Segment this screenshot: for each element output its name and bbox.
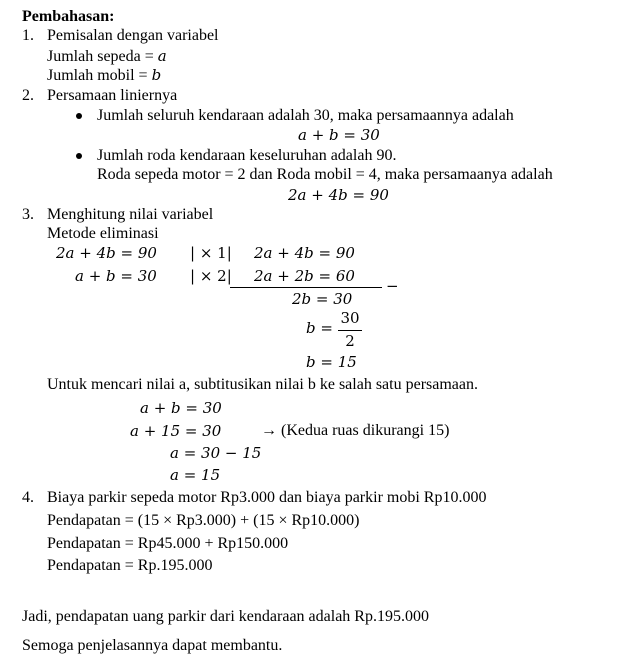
step-title-1: Pemisalan dengan variabel — [47, 27, 219, 44]
sub-eq-2: a + 15 = 30 — [130, 422, 222, 440]
elim-result: 2b = 30 — [292, 290, 353, 308]
income-line-2: Pendapatan = Rp45.000 + Rp150.000 — [47, 535, 289, 552]
equation-1: a + b = 30 — [298, 126, 380, 144]
mobil-variable — [47, 65, 161, 86]
bullet-icon — [76, 153, 82, 159]
b-equals: b = — [306, 319, 333, 337]
sepeda-var: a — [157, 47, 167, 65]
bullet-text-2: Jumlah roda kendaraan keseluruhan adalah 90. — [97, 147, 397, 164]
method-label: Metode eliminasi — [47, 225, 159, 242]
step-title-3: Menghitung nilai variabel — [47, 206, 214, 223]
sub-eq-1: a + b = 30 — [140, 399, 222, 417]
bullet-text-2b: Roda sepeda motor = 2 dan Roda mobil = 4, maka persamaanya adalah — [97, 166, 553, 183]
income-line-1: Pendapatan = (15 × Rp3.000) + (15 × Rp10.000) — [47, 512, 360, 529]
equation-2: 2a + 4b = 90 — [288, 186, 389, 204]
step-number-2: 2. — [22, 87, 34, 104]
elim-multiplier-2: | × 2| — [190, 267, 232, 285]
sub-note: → (Kedua ruas dikurangi 15) — [261, 422, 450, 439]
elim-right-2: 2a + 2b = 60 — [254, 267, 355, 285]
closing-text: Semoga penjelasannya dapat membantu. — [22, 637, 283, 654]
sepeda-variable — [47, 46, 167, 67]
step-number-4: 4. — [22, 489, 34, 506]
conclusion-text: Jadi, pendapatan uang parkir dari kendaraan adalah Rp.195.000 — [22, 608, 429, 625]
mobil-var: b — [151, 66, 162, 84]
sub-eq-3: a = 30 − 15 — [170, 444, 262, 462]
step-number-3: 3. — [22, 206, 34, 223]
b-result: b = 15 — [306, 353, 357, 371]
step-title-4: Biaya parkir sepeda motor Rp3.000 dan biaya parkir mobi Rp10.000 — [47, 489, 487, 506]
elimination-rule — [230, 287, 382, 288]
elim-left-2: a + b = 30 — [75, 267, 157, 285]
income-line-3: Pendapatan = Rp.195.000 — [47, 557, 213, 574]
elim-right-1: 2a + 4b = 90 — [254, 244, 355, 262]
fraction-denominator: 2 — [345, 332, 355, 350]
bullet-icon — [76, 113, 82, 119]
step-number-1: 1. — [22, 27, 34, 44]
sub-eq-4: a = 15 — [170, 466, 221, 484]
heading: Pembahasan: — [22, 8, 115, 25]
sepeda-label: Jumlah sepeda = — [47, 48, 158, 65]
step-title-2: Persamaan liniernya — [47, 87, 178, 104]
minus-sign: − — [386, 277, 399, 295]
fraction-numerator: 30 — [340, 309, 360, 327]
mobil-label: Jumlah mobil = — [47, 67, 152, 84]
elim-left-1: 2a + 4b = 90 — [56, 244, 157, 262]
bullet-text-1: Jumlah seluruh kendaraan adalah 30, maka persamaannya adalah — [97, 107, 514, 124]
elim-multiplier-1: | × 1| — [190, 244, 232, 262]
substitution-text: Untuk mencari nilai a, subtitusikan nilai b ke salah satu persamaan. — [47, 376, 478, 393]
